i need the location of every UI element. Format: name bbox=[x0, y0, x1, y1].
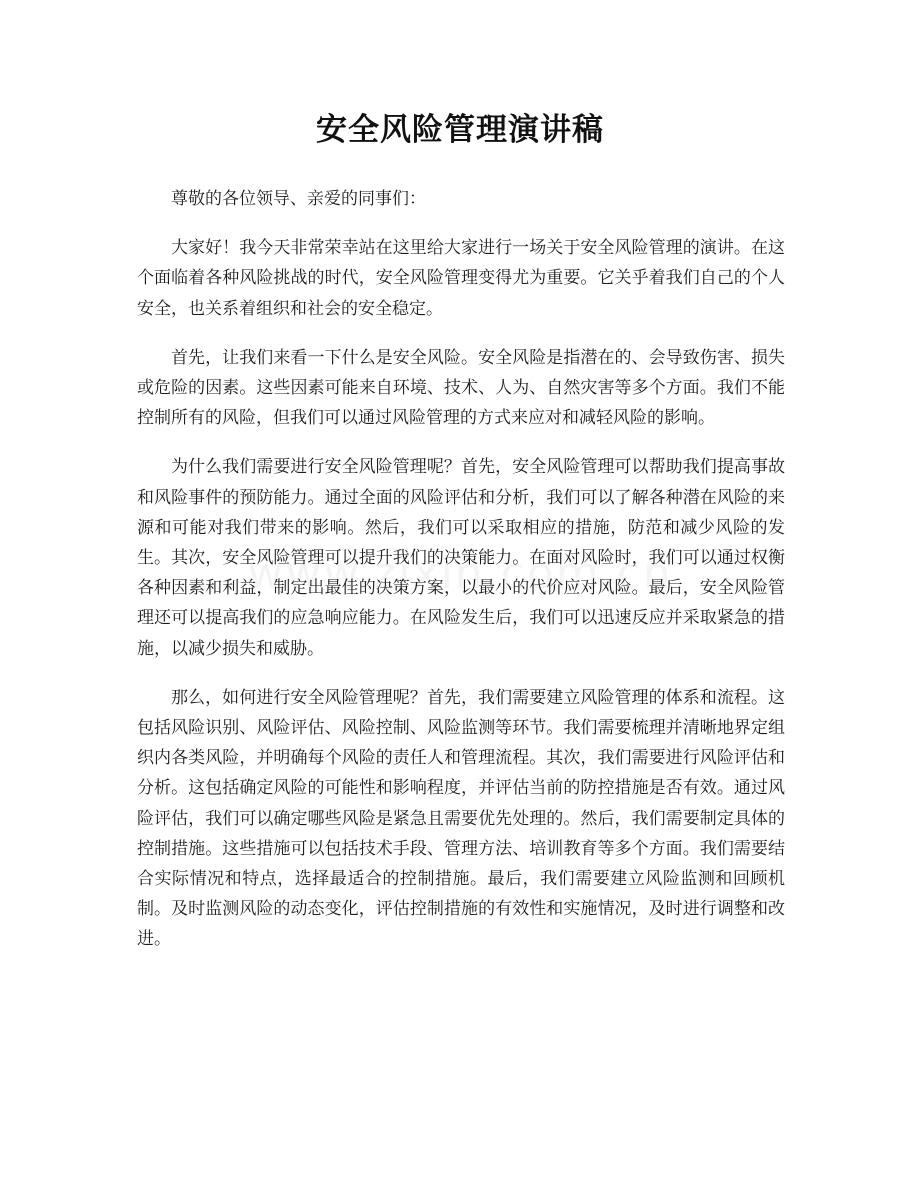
document-title: 安全风险管理演讲稿 bbox=[316, 112, 604, 148]
paragraph-methods: 那么，如何进行安全风险管理呢？首先，我们需要建立风险管理的体系和流程。这包括风险识别、风险评估、风险控制、风险监测等环节。我们需要梳理并清晰地界定组织内各类风险，并明确每个风险的责任人和管理流程。其次，我们需要进行风险评估和分析。这包括确定风险的可能性和影响程度，并评估当前的防控措施是否有效。通过风险评估，我们可以确定哪些风险是紧急且需要优先处理的。然后，我们需要制定具体的控制措施。这些措施可以包括技术手段、管理方法、培训教育等多个方面。我们需要结合实际情况和特点，选择最适合的控制措施。最后，我们需要建立风险监测和回顾机制。及时监测风险的动态变化，评估控制措施的有效性和实施情况，及时进行调整和改进。 bbox=[137, 687, 785, 950]
paragraph-importance: 为什么我们需要进行安全风险管理呢？首先，安全风险管理可以帮助我们提高事故和风险事件的预防能力。通过全面的风险评估和分析，我们可以了解各种潜在风险的来源和可能对我们带来的影响。然后，我们可以采取相应的措施，防范和减少风险的发生。其次，安全风险管理可以提升我们的决策能力。在面对风险时，我们可以通过权衡各种因素和利益，制定出最佳的决策方案，以最小的代价应对风险。最后，安全风险管理还可以提高我们的应急响应能力。在风险发生后，我们可以迅速反应并采取紧急的措施，以减少损失和威胁。 bbox=[137, 457, 785, 659]
paragraph-salutation: 尊敬的各位领导、亲爱的同事们： bbox=[171, 189, 426, 209]
paragraph-introduction: 大家好！我今天非常荣幸站在这里给大家进行一场关于安全风险管理的演讲。在这个面临着各种风险挑战的时代，安全风险管理变得尤为重要。它关乎着我们自己的个人安全，也关系着组织和社会的安全稳定。 bbox=[137, 238, 785, 319]
paragraph-definition: 首先，让我们来看一下什么是安全风险。安全风险是指潜在的、会导致伤害、损失或危险的因素。这些因素可能来自环境、技术、人为、自然灾害等多个方面。我们不能控制所有的风险，但我们可以通过风险管理的方式来应对和减轻风险的影响。 bbox=[137, 347, 785, 429]
document-body bbox=[137, 184, 785, 974]
